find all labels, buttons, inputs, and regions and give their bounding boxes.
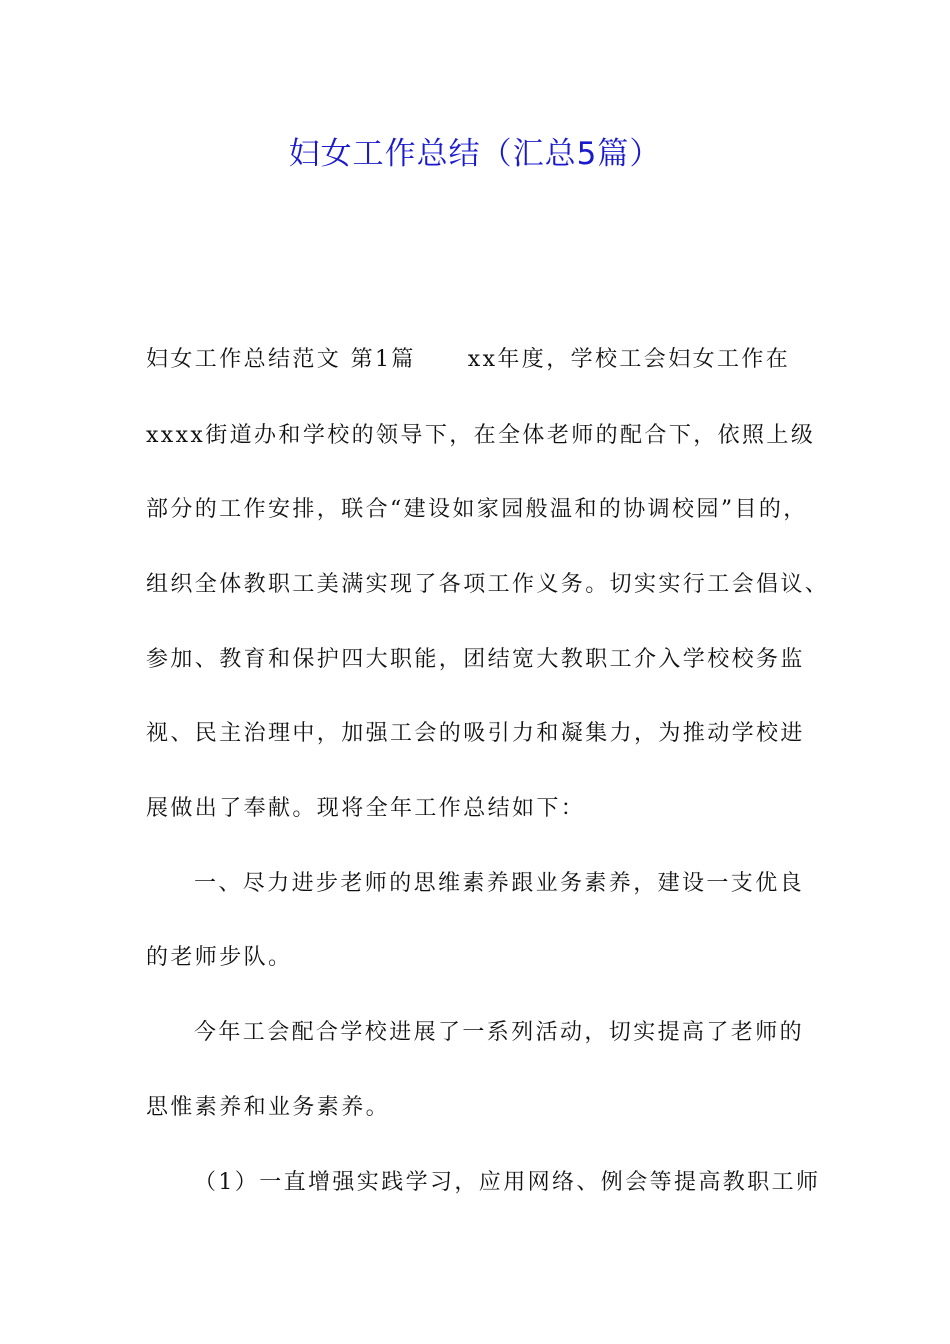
line-text: xx年度，学校工会妇女工作在 [467,347,791,372]
paragraph-line: 思惟素养和业务素养。 [146,1095,391,1120]
paragraph-line: 的老师步队。 [146,945,293,970]
paragraph-line: （1）一直增强实践学习，应用网络、例会等提高教职工师 [194,1170,821,1195]
paragraph-line: 一、尽力进步老师的思维素养跟业务素养，建设一支优良 [194,871,805,896]
paragraph-line: 展做出了奉献。现将全年工作总结如下： [146,796,586,821]
paragraph-line: 今年工会配合学校进展了一系列活动，切实提高了老师的 [194,1020,805,1045]
paragraph-line: xxxx街道办和学校的领导下，在全体老师的配合下，依照上级 [146,423,816,448]
paragraph-line [146,345,790,375]
paragraph-line: 部分的工作安排，联合“建设如家园般温和的协调校园”目的， [146,497,808,522]
document-title: 妇女工作总结（汇总5篇） [288,136,662,172]
paragraph-line: 参加、教育和保护四大职能，团结宽大教职工介入学校校务监 [146,647,805,672]
paragraph-line: 视、民主治理中，加强工会的吸引力和凝集力，为推动学校进 [146,721,805,746]
paragraph-line: 组织全体教职工美满实现了各项工作义务。切实实行工会倡议、 [146,572,830,597]
section-heading: 妇女工作总结范文 第1篇 [146,347,416,372]
